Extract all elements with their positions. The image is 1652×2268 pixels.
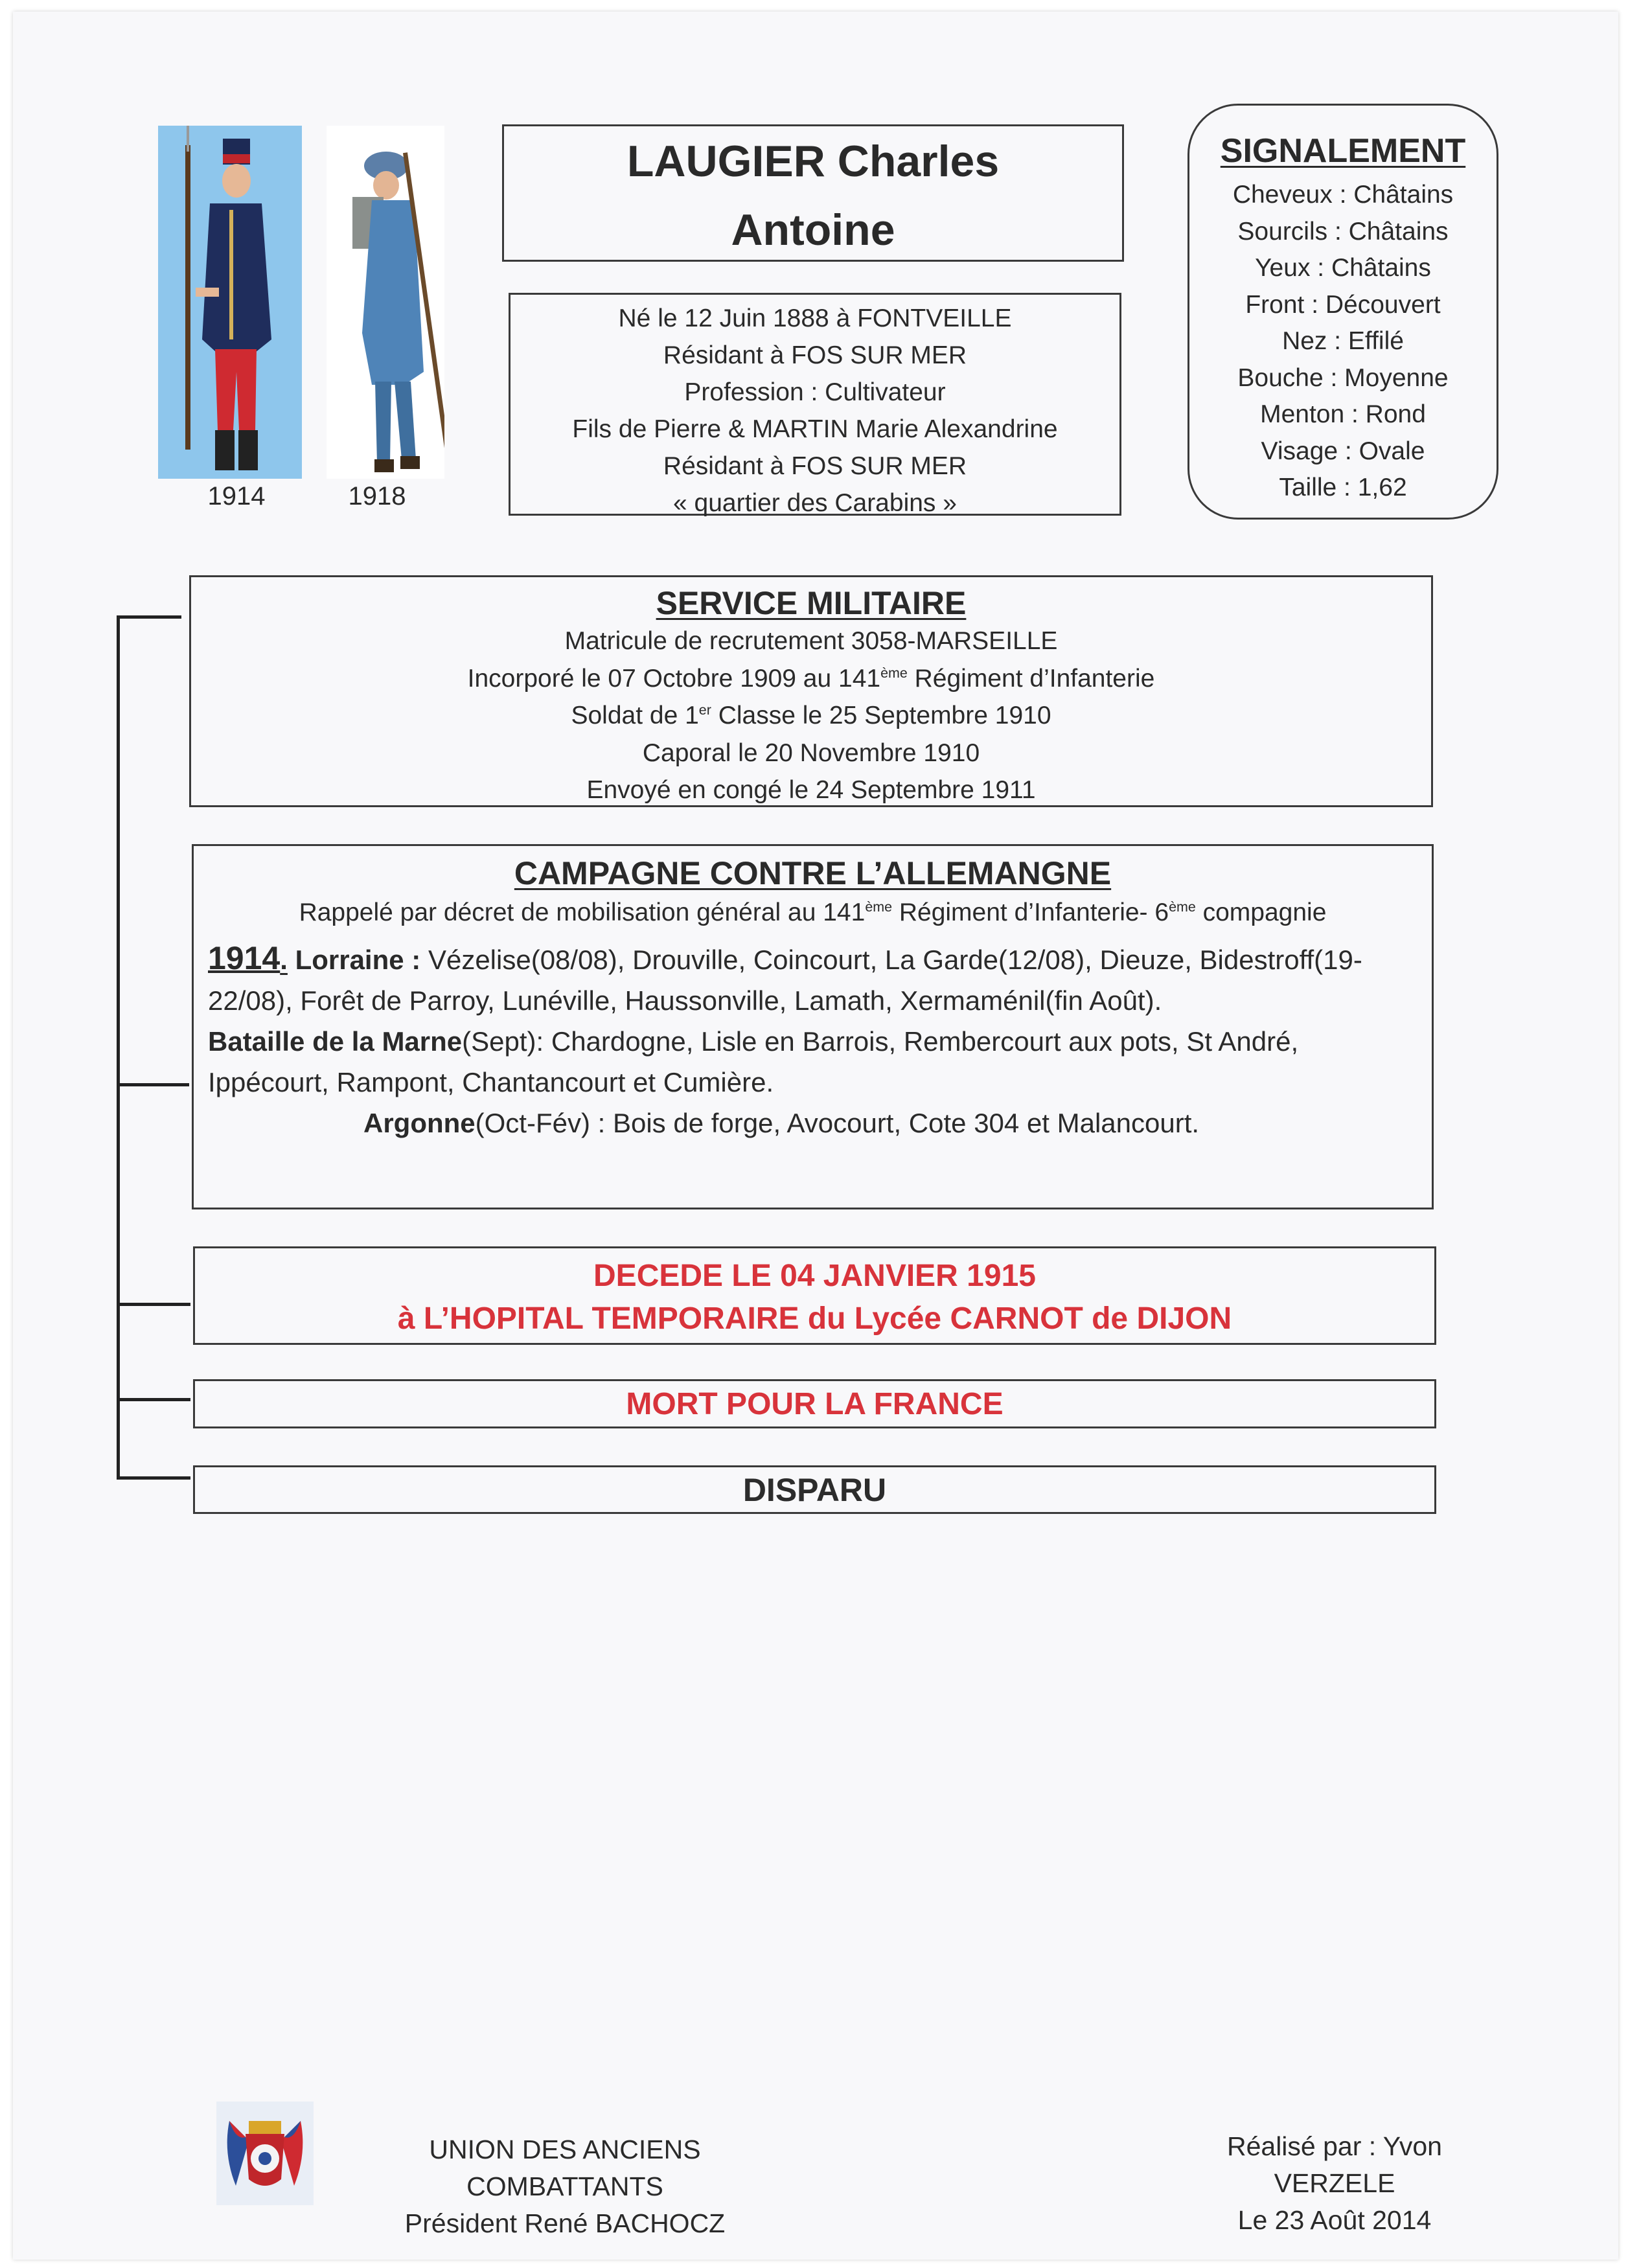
birth-line: Né le 12 Juin 1888 à FONTVEILLE — [618, 304, 1012, 332]
lorraine-text: Vézelise(08/08), Drouville, Coincourt, La Garde(12/08), Dieuze, Bidestroff(19-22/08), Forêt de Parroy, Lunéville, Haussonville, Lamath, Xermaménil(fin Août). — [208, 945, 1362, 1016]
birth-line: Résidant à FOS SUR MER — [663, 341, 967, 369]
service-conge: Envoyé en congé le 24 Septembre 1911 — [586, 776, 1036, 804]
birth-info-box — [509, 293, 1121, 516]
footer-realise: Réalisé par : Yvon VERZELE — [1226, 2131, 1442, 2198]
signalement-line: Front : Découvert — [1245, 290, 1441, 319]
bracket-tick-mort — [117, 1398, 190, 1401]
campagne-details: 1914. Lorraine : Vézelise(08/08), Drouville, Coincourt, La Garde(12/08), Dieuze, Bidestroff(19-22/08), Forêt de Parroy, Lunéville, Haussonville, Lamath, Xermaménil(fin Août). Bataille de la Marne(Sept): Chardogne, Lisle en Barrois, Rembercourt aux pots, St André, Ippécourt, Rampont, Chantancourt et Cumière. Argonne(Oct-Fév) : Bois de forge, Avocourt, Cote 304 et Malancourt. — [208, 938, 1400, 1143]
campagne-title: CAMPAGNE CONTRE L’ALLEMANGNE — [514, 855, 1112, 891]
birth-line: « quartier des Carabins » — [673, 489, 957, 517]
campagne-year: 1914 — [208, 940, 281, 976]
soldier-1918-image — [327, 126, 444, 479]
signalement-line: Sourcils : Châtains — [1237, 217, 1449, 246]
name-box — [502, 124, 1124, 262]
footer-date: Le 23 Août 2014 — [1237, 2205, 1432, 2235]
bracket-vertical-line — [117, 615, 120, 1478]
disparu-text: DISPARU — [742, 1472, 887, 1508]
association-logo — [216, 2102, 314, 2205]
footer-author — [1166, 2128, 1503, 2239]
marne-label: Bataille de la Marne — [208, 1026, 463, 1057]
deces-line-2: à L’HOPITAL TEMPORAIRE du Lycée CARNOT de DIJON — [397, 1301, 1232, 1336]
footer-org: UNION DES ANCIENS COMBATTANTS — [429, 2135, 701, 2201]
deces-box — [193, 1246, 1436, 1345]
bracket-tick-campagne — [117, 1083, 189, 1086]
campagne-box — [192, 844, 1434, 1209]
mort-text: MORT POUR LA FRANCE — [626, 1387, 1004, 1421]
signalement-line: Cheveux : Châtains — [1232, 181, 1454, 209]
birth-line: Résidant à FOS SUR MER — [663, 452, 967, 480]
mort-pour-la-france-box — [193, 1379, 1436, 1428]
caption-1918: 1918 — [348, 482, 406, 510]
service-incorpore: Incorporé le 07 Octobre 1909 au 141ème Régiment d’Infanterie — [467, 664, 1155, 693]
signalement-line: Menton : Rond — [1260, 400, 1426, 428]
bracket-tick-disparu — [117, 1476, 190, 1480]
name-line-1: LAUGIER Charles — [626, 137, 1000, 186]
footer-president: Président René BACHOCZ — [404, 2208, 726, 2238]
signalement-line: Nez : Effilé — [1282, 327, 1404, 355]
disparu-box — [193, 1465, 1436, 1514]
service-title: SERVICE MILITAIRE — [656, 585, 967, 621]
caption-1914: 1914 — [207, 482, 266, 510]
footer-association — [338, 2131, 792, 2242]
service-matricule: Matricule de recrutement 3058-MARSEILLE — [564, 627, 1058, 655]
signalement-box — [1187, 104, 1498, 520]
service-militaire-box — [189, 575, 1433, 807]
bracket-tick-service — [117, 615, 181, 619]
service-soldat: Soldat de 1er Classe le 25 Septembre 1910 — [571, 702, 1051, 729]
signalement-title: SIGNALEMENT — [1220, 132, 1466, 170]
argonne-line: Argonne(Oct-Fév) : Bois de forge, Avocourt, Cote 304 et Malancourt. — [363, 1108, 1200, 1138]
signalement-line: Visage : Ovale — [1261, 437, 1425, 465]
signalement-line: Taille : 1,62 — [1279, 474, 1407, 501]
service-caporal: Caporal le 20 Novembre 1910 — [642, 739, 980, 767]
signalement-line: Yeux : Châtains — [1255, 254, 1431, 282]
marne-text: (Sept): Chardogne, Lisle en Barrois, Rembercourt aux pots, St André, Ippécourt, Rampont, Chantancourt et Cumière. — [208, 1026, 1299, 1097]
deces-line-1: DECEDE LE 04 JANVIER 1915 — [593, 1259, 1036, 1293]
signalement-line: Bouche : Moyenne — [1237, 363, 1449, 392]
birth-line: Fils de Pierre & MARTIN Marie Alexandrine — [572, 415, 1058, 443]
bracket-tick-deces — [117, 1303, 190, 1306]
lorraine-label: Lorraine : — [287, 945, 421, 975]
birth-line: Profession : Cultivateur — [684, 378, 946, 406]
name-line-2: Antoine — [731, 205, 895, 255]
soldier-1914-image — [158, 126, 302, 479]
campagne-intro: Rappelé par décret de mobilisation général au 141ème Régiment d’Infanterie- 6ème compagnie — [299, 899, 1327, 926]
